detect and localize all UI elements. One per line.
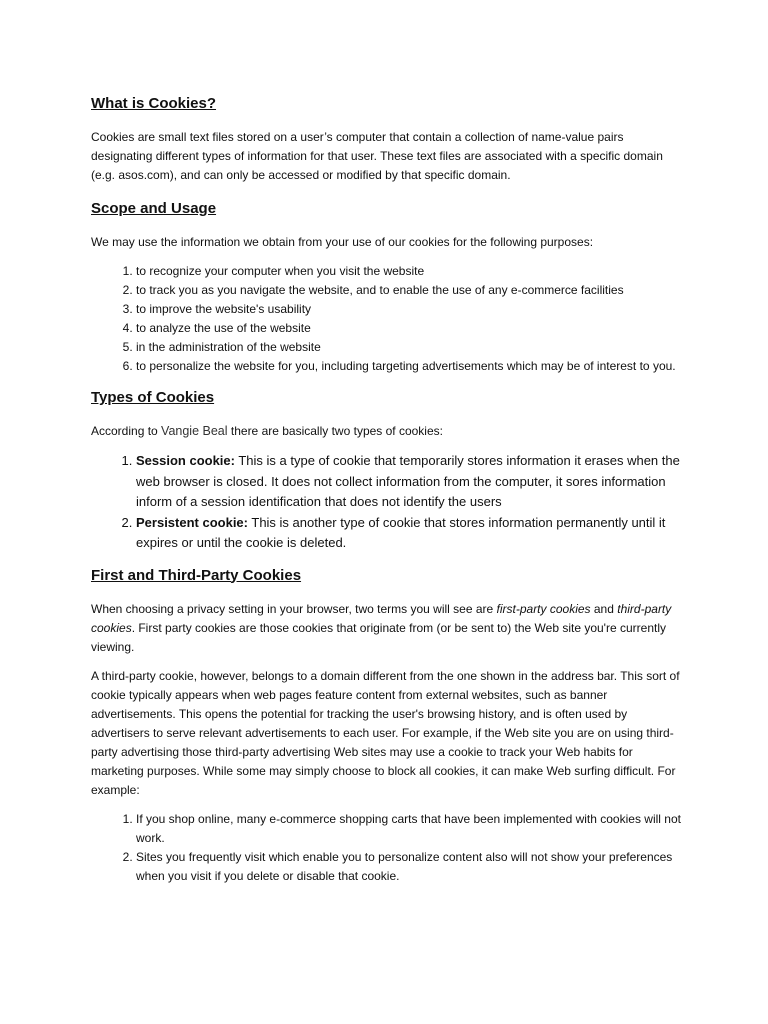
list-examples [91,810,681,886]
author-name: Vangie Beal [161,424,228,438]
list-cookie-types [91,451,681,554]
paragraph-what-is-cookies: Cookies are small text files stored on a user’s computer that contain a collection of name-value pairs designating different types of information for that user. These text files are associated with a specific domain (e.g. asos.com), and can only be accessed or modified by that specific domain. [91,130,663,182]
list-item: 1. If you shop online, many e-commerce shopping carts that have been implemented with cookies will not work. [136,810,681,848]
list-item: 6. to personalize the website for you, including targeting advertisements which may be of interest to you. [136,357,681,376]
list-item: 2. to track you as you navigate the website, and to enable the use of any e-commerce facilities [136,281,681,300]
text-run: and [590,601,618,616]
list-scope-purposes [91,262,681,376]
term-first-party: first-party cookies [496,601,591,616]
heading-types-of-cookies: Types of Cookies [91,389,215,406]
heading-first-third-party: First and Third-Party Cookies [91,566,302,584]
text-run: When choosing a privacy setting in your browser, two terms you will see are [91,601,497,616]
term-session-cookie: Session cookie: [136,453,235,468]
list-item: 5. in the administration of the website [136,338,681,357]
paragraph-types-intro [91,422,681,441]
heading-what-is-cookies: What is Cookies? [91,95,217,112]
paragraph-third-party: A third-party cookie, however, belongs to a domain different from the one shown in the address bar. This sort of cookie typically appears when web pages feature content from external websites, such as banner advertisements. This opens the potential for tracking the user's browsing history, and is often used by advertisers to serve relevant advertisements to each user. For example, if the Web site you are on using third-party advertising those third-party advertising Web sites may use a cookie to track your Web habits for marketing purposes. While some may simply choose to block all cookies, it can make Web surfing difficult. For example: [91,668,680,797]
list-item: 4. to analyze the use of the website [136,319,681,338]
definition-session-cookie: This is a type of cookie that temporarily stores information it erases when the web browser is closed. It does not collect information from the computer, it sores information inform of a session identification that does not identify the users [136,453,680,509]
document-page [91,94,681,898]
paragraph-scope-intro: We may use the information we obtain from your use of our cookies for the following purposes: [91,235,594,249]
paragraph-first-party [91,600,681,657]
list-item [136,513,681,554]
types-intro-suffix: there are basically two types of cookies: [227,424,443,438]
term-third-party: third-party cookies [91,601,672,635]
list-item: 2. Sites you frequently visit which enable you to personalize content also will not show your preferences when you visit if you delete or disable that cookie. [136,848,681,886]
definition-persistent-cookie: This is another type of cookie that stores information permanently until it expires or until the cookie is deleted. [136,514,666,550]
list-item: 1. to recognize your computer when you visit the website [136,262,681,281]
list-item [136,451,681,513]
list-item: 3. to improve the website's usability [136,300,681,319]
text-run: . First party cookies are those cookies that originate from (or be sent to) the Web site you're currently viewing. [91,620,666,654]
term-persistent-cookie: Persistent cookie: [136,514,248,530]
types-intro-prefix: According to [91,424,162,438]
heading-scope-and-usage: Scope and Usage [91,200,217,217]
